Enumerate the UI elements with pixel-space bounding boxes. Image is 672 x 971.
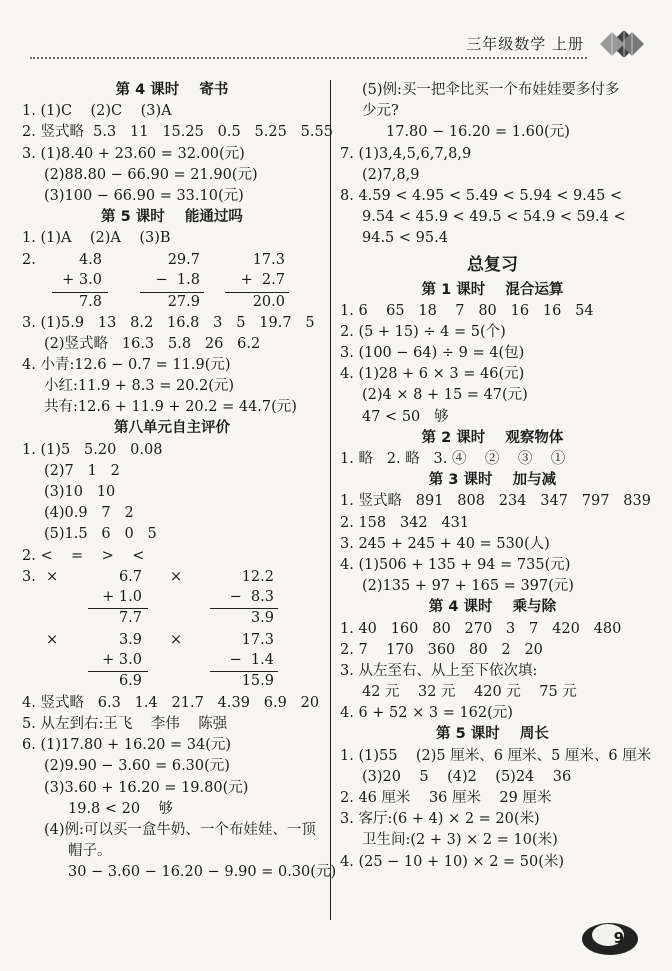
answer-line: 2. 158 342 431 <box>340 514 470 531</box>
answer-line: 3. (1)5.9 13 8.2 16.8 3 5 19.7 5 <box>22 314 315 331</box>
answer-line: 4. (1)506 + 135 + 94 = 735(元) <box>340 556 571 573</box>
wrong-mark: × <box>46 631 59 648</box>
calc-middle: + 1.0 <box>102 588 142 605</box>
answer-line: (2)7,8,9 <box>362 166 420 183</box>
page-badge-icon <box>578 915 642 959</box>
calc-result: 7.7 <box>118 609 142 626</box>
section-heading: 第 3 课时 加与减 <box>428 472 557 489</box>
answer-line: (3)3.60 + 16.20 = 19.80(元) <box>44 779 249 796</box>
answer-line: (3)10 10 <box>44 484 116 500</box>
answer-line: (4)0.9 7 2 <box>44 505 134 522</box>
answer-line: 4. 竖式略 6.3 1.4 21.7 4.39 6.9 20 <box>22 694 320 711</box>
answer-line: 4. (1)28 + 6 × 3 = 46(元) <box>340 366 525 383</box>
answer-line: 5. 从左到右:王飞 李伟 陈强 <box>22 715 228 732</box>
answer-line: 42 元 32 元 420 元 75 元 <box>362 684 577 701</box>
answer-line: (2)竖式略 16.3 5.8 26 6.2 <box>44 335 261 352</box>
wrong-mark: × <box>46 568 59 585</box>
answer-line: 1. (1)55 (2)5 厘米、6 厘米、5 厘米、6 厘米 <box>340 747 652 764</box>
answer-line: 1. 6 65 18 7 80 16 16 54 <box>340 302 594 319</box>
wrong-mark: × <box>170 631 183 648</box>
left-column <box>22 80 337 883</box>
vertical-calculations <box>22 250 322 313</box>
answer-line: 8. 4.59 < 4.95 < 5.49 < 5.94 < 9.45 < <box>340 187 623 204</box>
answer-line: 2. 竖式略 5.3 11 15.25 0.5 5.25 5.55 <box>22 124 333 141</box>
answer-line: 47 < 50 够 <box>362 408 449 425</box>
calc-middle: − 1.4 <box>229 651 274 668</box>
answer-line: (5)例:买一把伞比买一个布娃娃要多付多 <box>362 82 620 98</box>
answer-line: 少元? <box>362 103 399 120</box>
answer-line: 19.8 < 20 够 <box>68 800 174 817</box>
answer-line: 4. (25 − 10 + 10) × 2 = 50(米) <box>340 853 565 870</box>
answer-line: 4. 6 + 52 × 3 = 162(元) <box>340 705 513 722</box>
answer-line: 4. 小青:12.6 − 0.7 = 11.9(元) <box>22 356 231 373</box>
section-heading: 第 4 课时 乘与除 <box>428 599 557 616</box>
calc-result: 20.0 <box>252 293 285 310</box>
section-heading: 第 1 课时 混合运算 <box>421 281 564 298</box>
calc-top: 29.7 <box>167 251 200 268</box>
diamond-logo-icon <box>594 22 650 66</box>
calc-result: 15.9 <box>241 672 274 689</box>
calc-top: 4.8 <box>78 251 102 268</box>
answer-line: 1. 40 160 80 270 3 7 420 480 <box>340 620 622 637</box>
answer-line: 7. (1)3,4,5,6,7,8,9 <box>340 145 472 162</box>
calc-result: 3.9 <box>250 609 274 626</box>
answer-line: (2)88.80 − 66.90 = 21.90(元) <box>44 166 258 183</box>
calc-middle: + 3.0 <box>102 651 142 668</box>
answer-line: 2. (5 + 15) ÷ 4 = 5(个) <box>340 323 506 340</box>
answer-line: (2)135 + 97 + 165 = 397(元) <box>362 578 574 595</box>
wrong-mark: × <box>170 568 183 585</box>
answer-line: 1. (1)5 5.20 0.08 <box>22 441 163 458</box>
item-number: 2. <box>22 251 36 268</box>
answer-line: 1. (1)A (2)A (3)B <box>22 230 171 247</box>
calc-top: 17.3 <box>252 251 285 268</box>
calc-top: 6.7 <box>118 568 142 585</box>
answer-line: 2. 46 厘米 36 厘米 29 厘米 <box>340 790 552 806</box>
section-heading: 第 2 课时 观察物体 <box>421 429 564 446</box>
calc-result: 7.8 <box>78 293 102 310</box>
section-heading: 第八单元自主评价 <box>114 420 230 437</box>
answer-line: (2)4 × 8 + 15 = 47(元) <box>362 387 528 404</box>
section-heading: 第 5 课时 能通过吗 <box>101 209 243 226</box>
page-number: 9 <box>613 929 624 947</box>
answer-line: (2)9.90 − 3.60 = 6.30(元) <box>44 758 230 775</box>
calc-middle: + 3.0 <box>62 271 102 288</box>
answer-line: 6. (1)17.80 + 16.20 = 34(元) <box>22 737 232 754</box>
page-header <box>0 0 672 78</box>
calc-middle: + 2.7 <box>240 271 285 288</box>
answer-line: 3. 客厅:(6 + 4) × 2 = 20(米) <box>340 811 540 828</box>
answer-line: 小红:11.9 + 8.3 = 20.2(元) <box>44 378 235 395</box>
calc-result: 27.9 <box>167 293 200 310</box>
column-divider <box>330 80 331 920</box>
answer-line: 17.80 − 16.20 = 1.60(元) <box>386 124 570 141</box>
calc-top: 3.9 <box>118 631 142 648</box>
answer-line: 3. (1)8.40 + 23.60 = 32.00(元) <box>22 145 245 162</box>
answer-line: 94.5 < 95.4 <box>362 230 448 247</box>
answer-line: 9.54 < 45.9 < 49.5 < 54.9 < 59.4 < <box>362 209 626 226</box>
answer-line: (3)20 5 (4)2 (5)24 36 <box>362 768 572 785</box>
right-column <box>340 80 652 873</box>
section-heading: 第 5 课时 周长 <box>436 726 549 743</box>
vertical-calculations <box>22 567 322 693</box>
answer-line: 3. 从左至右、从上至下依次填: <box>340 662 538 679</box>
answer-line: 30 − 3.60 − 16.20 − 9.90 = 0.30(元) <box>68 864 337 881</box>
section-heading: 第 4 课时 寄书 <box>115 82 229 98</box>
book-title: 三年级数学 上册 <box>466 35 584 53</box>
calc-middle: − 8.3 <box>229 588 274 605</box>
answer-line: (5)1.5 6 0 5 <box>44 526 157 543</box>
answer-line: 3. 245 + 245 + 40 = 530(人) <box>340 535 550 552</box>
answer-line: 卫生间:(2 + 3) × 2 = 10(米) <box>362 832 558 849</box>
answer-line: 3. (100 − 64) ÷ 9 = 4(包) <box>340 345 525 362</box>
answer-line: 2. 7 170 360 80 2 20 <box>340 641 543 658</box>
answer-line: (4)例:可以买一盒牛奶、一个布娃娃、一顶 <box>44 821 316 838</box>
answer-line: (3)100 − 66.90 = 33.10(元) <box>44 187 244 204</box>
answer-line: 共有:12.6 + 11.9 + 20.2 = 44.7(元) <box>44 399 297 416</box>
calc-top: 17.3 <box>241 631 274 648</box>
calc-middle: − 1.8 <box>155 271 200 288</box>
answer-line: 1. (1)C (2)C (3)A <box>22 103 172 120</box>
answer-line: 1. 略 2. 略 3. ④ ② ③ ① <box>340 451 566 467</box>
answer-line: (2)7 1 2 <box>44 462 120 479</box>
calc-result: 6.9 <box>118 672 142 689</box>
answer-line: 1. 竖式略 891 808 234 347 797 839 <box>340 493 651 510</box>
answer-line: 2. < = > < <box>22 547 145 564</box>
calc-top: 12.2 <box>241 568 274 585</box>
item-number: 3. <box>22 568 36 585</box>
chapter-heading: 总复习 <box>467 254 518 275</box>
answer-line: 帽子。 <box>68 843 112 860</box>
header-rule <box>30 57 587 59</box>
